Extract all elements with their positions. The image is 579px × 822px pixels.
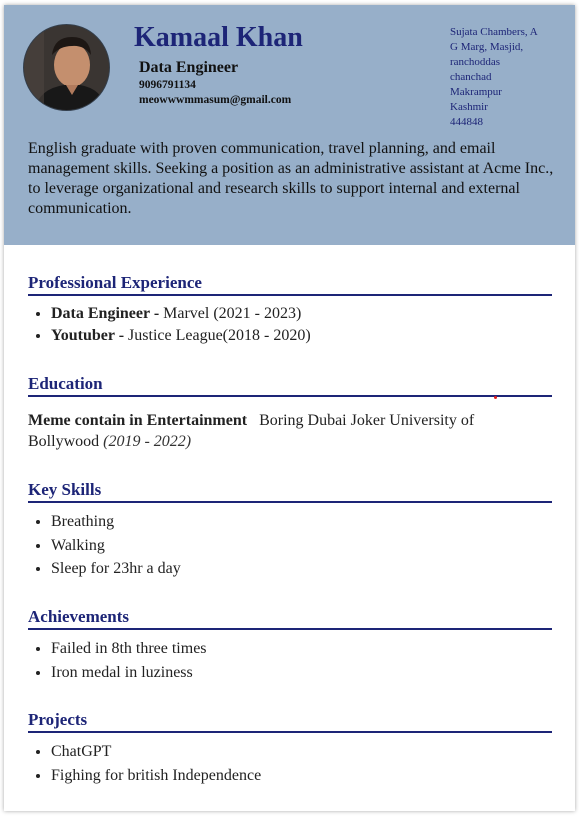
degree-name: Meme contain in Entertainment [28, 412, 248, 429]
section-heading: Key Skills [28, 480, 552, 503]
candidate-title: Data Engineer [139, 59, 239, 76]
resume-card [4, 5, 575, 811]
profile-photo [23, 24, 110, 111]
education-section [28, 374, 552, 452]
address-line: Kashmir [450, 101, 488, 113]
address-line: 444848 [450, 116, 483, 128]
job-role: Youtuber [51, 327, 115, 344]
job-role: Data Engineer [51, 305, 150, 322]
list-item: • Sleep for 23hr a day [51, 557, 552, 581]
skills-list [28, 510, 552, 581]
experience-list [28, 303, 552, 347]
list-item [51, 325, 552, 347]
projects-list [28, 740, 552, 787]
section-heading: Professional Experience [28, 273, 552, 296]
job-company: Marvel (2021 - 2023) [163, 305, 302, 322]
address-line: chanchad [450, 71, 492, 83]
list-item: • Walking [51, 534, 552, 558]
separator: - [114, 327, 129, 344]
address-line: G Marg, Masjid, [450, 41, 524, 53]
address-line: ranchoddas [450, 56, 501, 68]
list-item: • Iron medal in luziness [51, 661, 552, 685]
candidate-name: Kamaal Khan [134, 22, 303, 53]
projects-section [28, 710, 552, 787]
list-item [51, 303, 552, 325]
resume-header [4, 5, 575, 245]
list-item: • Breathing [51, 510, 552, 534]
achievements-section [28, 607, 552, 684]
address-line: Makrampur [450, 86, 502, 98]
skills-section [28, 480, 552, 581]
education-years: (2019 - 2022) [103, 433, 192, 450]
profile-summary: English graduate with proven communication, travel planning, and email management skills. Seeking a position as an administrative assistant at Acme Inc., to leverage organizational and research skills to support internal and external communication. [28, 140, 554, 217]
cursor-dot [494, 396, 497, 399]
candidate-address [450, 25, 558, 130]
list-item: • Fighing for british Independence [51, 764, 552, 788]
candidate-email: meowwwmmasum@gmail.com [139, 94, 292, 106]
job-company: Justice League(2018 - 2020) [128, 327, 311, 344]
address-line: Sujata Chambers, A [450, 26, 538, 38]
experience-section [28, 273, 552, 347]
separator: - [149, 305, 164, 322]
section-heading: Education [28, 374, 552, 397]
school-name: Boring Dubai Joker University of Bollywood [28, 412, 475, 450]
section-heading: Projects [28, 710, 552, 733]
section-heading: Achievements [28, 607, 552, 630]
list-item: • Failed in 8th three times [51, 637, 552, 661]
list-item: • ChatGPT [51, 740, 552, 764]
candidate-phone: 9096791134 [139, 79, 196, 91]
achievements-list [28, 637, 552, 684]
education-entry [28, 410, 508, 452]
